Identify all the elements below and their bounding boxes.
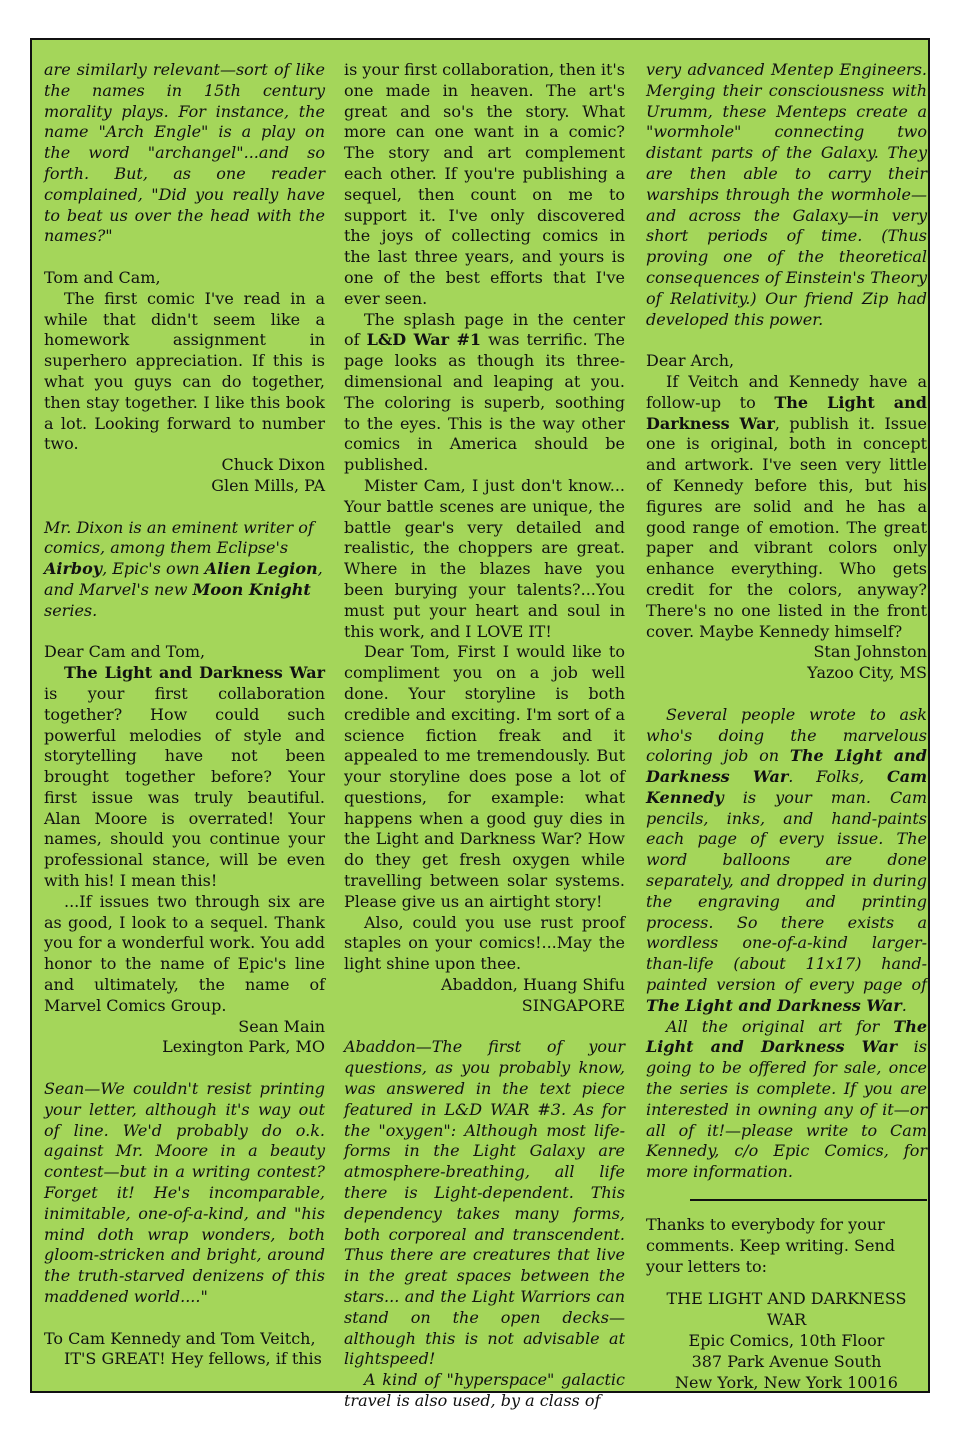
mailing-address-line: THE LIGHT AND DARKNESS WAR xyxy=(666,1289,907,1330)
mailing-address-line: 387 Park Avenue South xyxy=(691,1351,882,1371)
letter-body: is your first collaboration, then it's one made in heaven. The art's great and so's the story. What more can one want in a comic? The story and art complement each other. If you're publishing a sequel, then count on me to support it. I've only discovered the joys of collecting comics in the last three years, and yours is one of the best efforts that I've ever seen. xyxy=(344,60,626,308)
letter-signature-place: Glen Mills, PA xyxy=(211,475,325,495)
letter-signature-place: Yazoo City, MS xyxy=(807,663,927,683)
letter-body: Mister Cam, I just don't know... Your battle scenes are unique, the battle gear's very detailed and realistic, the choppers are great. Where in the blazes have you been burying your talents?...You must put your heart and soul in this work, and I LOVE IT! xyxy=(344,475,625,641)
letter-body: Also, could you use rust proof staples on your comics!...May the light shine upon thee. xyxy=(344,912,625,974)
column-2 xyxy=(344,60,625,1412)
letter-salutation: To Cam Kennedy and Tom Veitch, xyxy=(44,1328,316,1348)
mailing-address-line: Epic Comics, 10th Floor xyxy=(688,1331,885,1351)
letters-page-panel xyxy=(30,38,930,1410)
letter-body: ...If issues two through six are as good, I look to a sequel. Thank you for a wonderful work. You add honor to the name of Epic's line and ultimately, the name of Marvel Comics Group. xyxy=(44,891,325,1015)
letter-signature-place: SINGAPORE xyxy=(521,995,625,1015)
letter-salutation: Tom and Cam, xyxy=(44,267,161,287)
letter-signature-name: Stan Johnston xyxy=(813,642,927,662)
letter-signature-place: Lexington Park, MO xyxy=(162,1037,325,1057)
editor-reply: very advanced Mentep Engineers. Merging their consciousness with Urumm, these Menteps create a "wormhole" connecting two distant parts of the Galaxy. They are then able to carry their warships through the wormhole—and across the Galaxy—in very short periods of time. (Thus proving one of the theoretical consequences of Einstein's Theory of Relativity.) Our friend Zip had developed this power. xyxy=(646,60,927,329)
letter-salutation: Dear Cam and Tom, xyxy=(44,642,206,662)
letter-body: Dear Tom, First I would like to compliment you on a job well done. Your storyline is both credible and exciting. I'm sort of a science fiction freak and it appealed to me tremendously. But your storyline does pose a lot of questions, for example: what happens when a good guy dies in the Light and Darkness War? How do they get fresh oxygen while travelling between solar systems. Please give us an airtight story! xyxy=(344,642,625,911)
letter-signature-name: Sean Main xyxy=(238,1016,325,1036)
editor-reply: Mr. Dixon is an eminent writer of comics, among them Eclipse's Airboy, Epic's own Alien Legion, and Marvel's new Moon Knight series. xyxy=(44,517,323,620)
divider xyxy=(690,1199,927,1201)
letter-body: The Light and Darkness War is your first collaboration together? How could such powerful melodies of style and storytelling have not been brought together before? Your first issue was truly beautiful. Alan Moore is overrated! Your names, should you continue your professional stance, will be even with his! I mean this! xyxy=(44,663,325,891)
editor-reply: Sean—We couldn't resist printing your letter, although it's way out of line. We'd probably do o.k. against Mr. Moore in a beauty contest—but in a writing contest? Forget it! He's incomparable, inimitable, one-of-a-kind, and "his mind doth wrap wonders, both gloom-stricken and bright, around the truth-starved denizens of this maddened world...." xyxy=(44,1079,325,1307)
column-1 xyxy=(44,60,325,1370)
column-3 xyxy=(646,60,927,1393)
mailing-address-line: New York, New York 10016 xyxy=(675,1372,898,1392)
letter-body: The first comic I've read in a while that didn't seem like a homework assignment in superhero appreciation. If this is what you guys can do together, then stay together. I like this book a lot. Looking forward to number two. xyxy=(44,288,325,454)
editor-reply: Several people wrote to ask who's doing the marvelous coloring job on The Light and Darkness War. Folks, Cam Kennedy is your man. Cam pencils, inks, and hand-paints each page of every issue. The word balloons are done separately, and dropped in during the engraving and printing process. So there exists a wordless one-of-a-kind larger-than-life (about 11x17) hand-painted version of every page of The Light and Darkness War. xyxy=(646,704,927,1015)
editor-reply: Abaddon—The first of your questions, as you probably know, was answered in the text piece featured in L&D WAR #3. As for the "oxygen": Although most life-forms in the Light Galaxy are atmosphere-breathing, all life there is Light-dependent. This dependency takes many forms, both corporeal and transcendent. Thus there are creatures that live in the great spaces between the stars... and the Light Warriors can stand on the open decks—although this is not advisable at lightspeed! xyxy=(344,1037,625,1369)
letter-signature-name: Abaddon, Huang Shifu xyxy=(441,975,625,995)
editor-reply: A kind of "hyperspace" galactic travel is also used, by a class of xyxy=(344,1370,625,1410)
reply-intro: are similarly relevant—sort of like the names in 15th century morality plays. For instance, the name "Arch Engle" is a play on the word "archangel"...and so forth. But, as one reader complained, "Did you really have to beat us over the head with the names?" xyxy=(44,60,325,246)
letter-body: IT'S GREAT! Hey fellows, if this xyxy=(64,1349,322,1369)
editor-reply: All the original art for The Light and Darkness War is going to be offered for sale, once the series is complete. If you are interested in owning any of it—or all of it!—please write to Cam Kennedy, c/o Epic Comics, for more information. xyxy=(646,1016,927,1182)
letter-body: If Veitch and Kennedy have a follow-up to The Light and Darkness War, publish it. Issue one is original, both in concept and artwork. I've seen very little of Kennedy before this, but his figures are solid and he has a good range of emotion. The great paper and vibrant colors only enhance everything. Who gets credit for the colors, anyway? There's no one listed in the front cover. Maybe Kennedy himself? xyxy=(646,371,927,641)
closing-note: Thanks to everybody for your comments. Keep writing. Send your letters to: xyxy=(646,1215,896,1276)
letter-signature-name: Chuck Dixon xyxy=(221,455,325,475)
letter-salutation: Dear Arch, xyxy=(646,351,735,371)
letter-body: The splash page in the center of L&D War #1 was terrific. The page looks as though its three-dimensional and leaping at you. The coloring is superb, soothing to the eyes. This is the way other comics in America should be published. xyxy=(344,309,626,475)
